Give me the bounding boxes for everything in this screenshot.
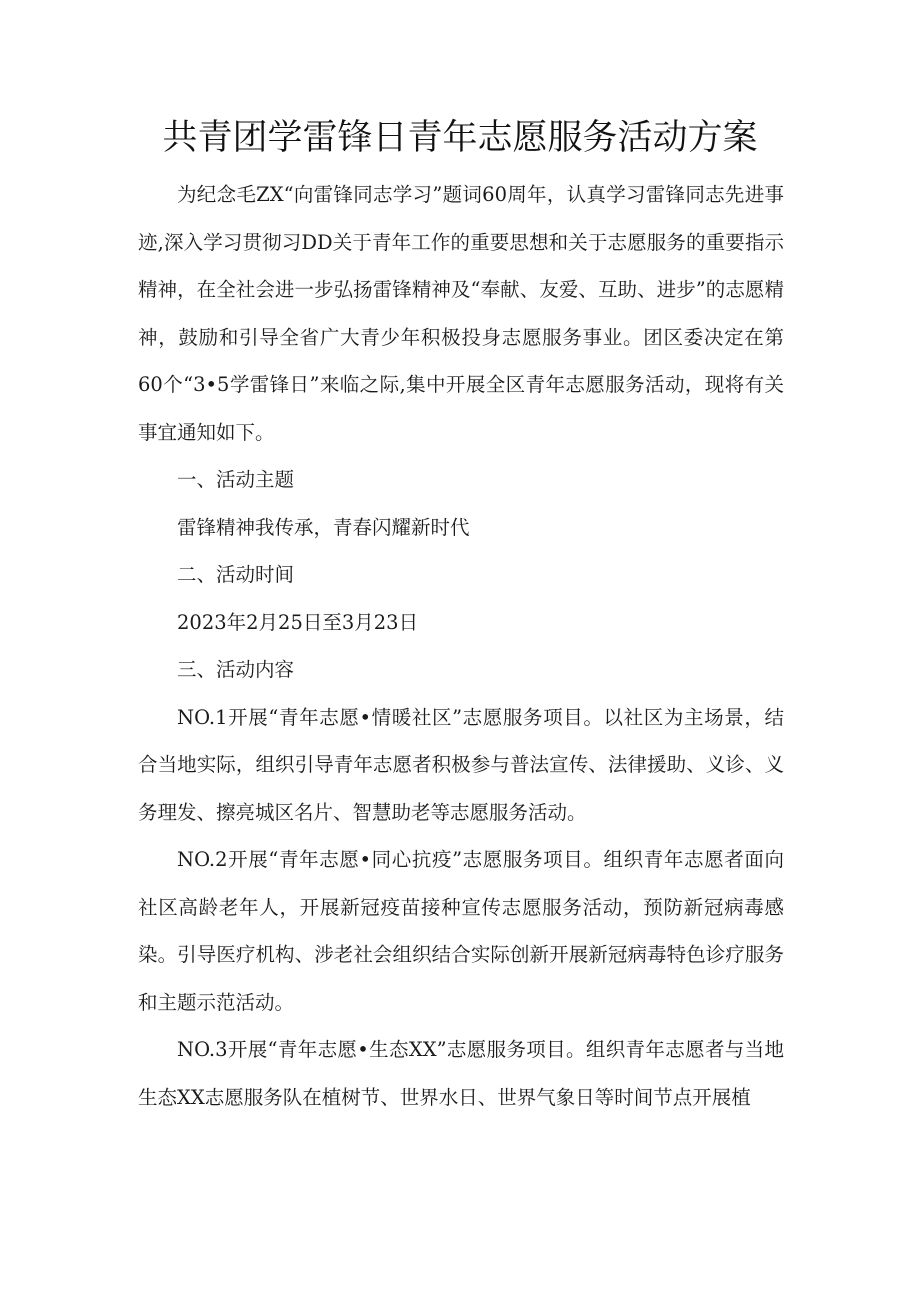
section-heading-time: 二、活动时间 [177,563,295,586]
theme-paragraph: 雷锋精神我传承，青春闪耀新时代 [177,515,470,539]
time-paragraph: 2023年2月25日至3月23日 [177,610,419,634]
content-item-2: NO.2开展“青年志愿•同心抗疫”志愿服务项目。组织青年志愿者面向社区高龄老年人，开展新冠疫苗接种宣传志愿服务活动，预防新冠病毒感染。引导医疗机构、涉老社会组织结合实际创新开展新冠病毒特色诊疗服务和主题示范活动。 [138,848,784,1014]
intro-paragraph: 为纪念毛ZX“向雷锋同志学习”题词60周年，认真学习雷锋同志先进事迹,深入学习贯彻习DD关于青年工作的重要思想和关于志愿服务的重要指示精神，在全社会进一步弘扬雷锋精神及“奉献、友爱、互助、进步”的志愿精神，鼓励和引导全省广大青少年积极投身志愿服务事业。团区委决定在第60个“3•5学雷锋日”来临之际,集中开展全区青年志愿服务活动，现将有关事宜通知如下。 [138,183,784,444]
section-heading-theme: 一、活动主题 [177,468,295,491]
content-item-1: NO.1开展“青年志愿•情暖社区”志愿服务项目。以社区为主场景，结合当地实际，组织引导青年志愿者积极参与普法宣传、法律援助、义诊、义务理发、擦亮城区名片、智慧助老等志愿服务活动。 [138,705,784,824]
content-item-3: NO.3开展“青年志愿•生态XX”志愿服务项目。组织青年志愿者与当地生态XX志愿服务队在植树节、世界水日、世界气象日等时间节点开展植 [138,1038,784,1109]
document-title: 共青团学雷锋日青年志愿服务活动方案 [162,118,758,158]
document-body [138,171,784,1121]
section-heading-content: 三、活动内容 [177,658,295,681]
